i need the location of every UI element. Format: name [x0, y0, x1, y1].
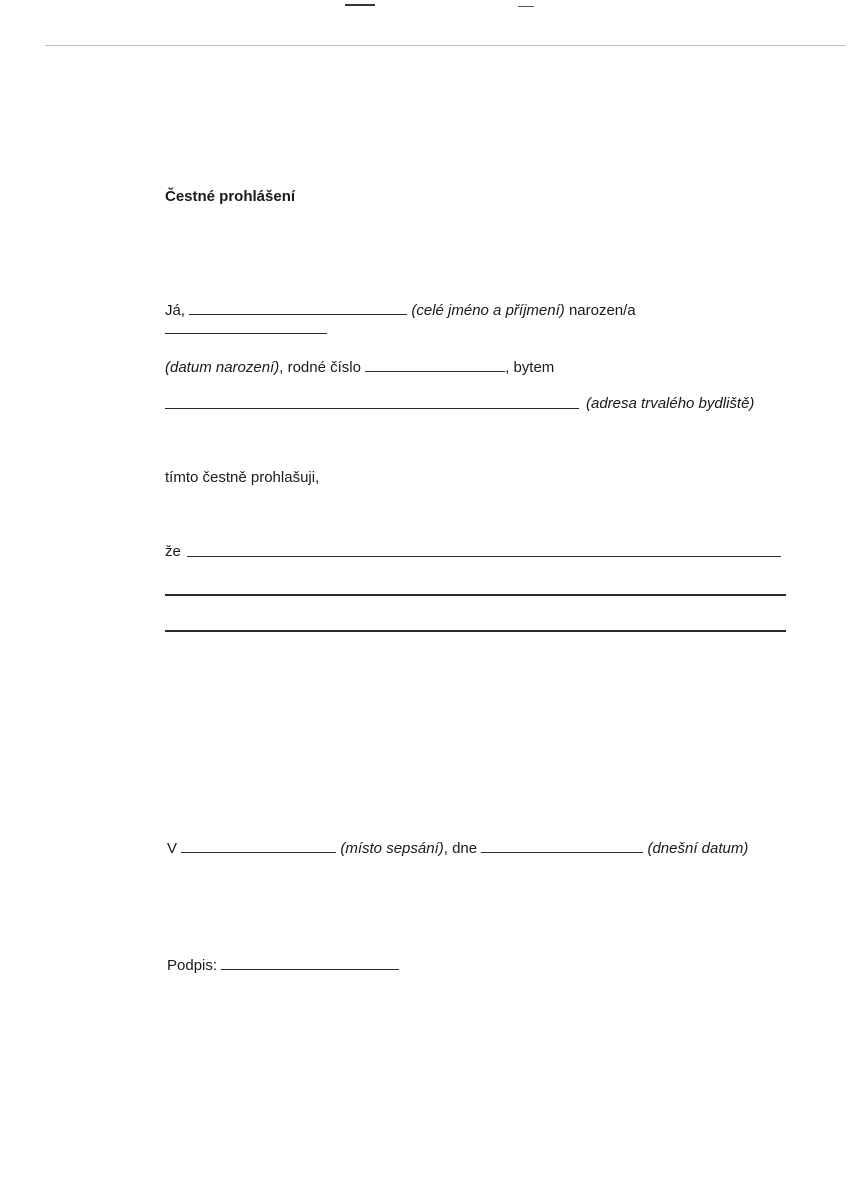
born-label: narozen/a — [568, 302, 636, 319]
name-line — [165, 300, 636, 319]
declaration-field-3[interactable] — [165, 630, 786, 632]
place-field[interactable] — [181, 838, 336, 853]
place-date-line — [167, 838, 748, 857]
ja-label: Já, — [165, 302, 186, 319]
signature-line — [167, 955, 399, 974]
signature-label: Podpis: — [167, 957, 218, 974]
date-hint: (dnešní datum) — [647, 840, 749, 857]
that-label: že — [165, 543, 181, 560]
declaration-field-1[interactable] — [187, 556, 781, 557]
full-name-hint: (celé jméno a příjmení) — [411, 302, 565, 319]
birth-number-field[interactable] — [365, 357, 505, 372]
declaration-text: tímto čestně prohlašuji, — [165, 469, 320, 486]
birthdate-hint: (datum narození) — [165, 359, 280, 376]
place-label: V — [167, 840, 178, 857]
declaration-field-2[interactable] — [165, 594, 786, 596]
full-name-field[interactable] — [189, 300, 407, 315]
residence-label: , bytem — [505, 359, 555, 376]
document-title: Čestné prohlášení — [165, 188, 296, 205]
signature-field[interactable] — [221, 955, 399, 970]
place-hint: (místo sepsání) — [340, 840, 444, 857]
birthdate-field[interactable] — [165, 333, 327, 334]
address-field[interactable] — [165, 408, 579, 409]
birth-id-line — [165, 357, 554, 376]
date-field[interactable] — [481, 838, 643, 853]
scan-artifact-top-1 — [345, 4, 375, 6]
birth-number-label: , rodné číslo — [279, 359, 361, 376]
scan-artifact-rule — [45, 45, 845, 46]
scan-artifact-top-2 — [518, 6, 534, 7]
address-hint: (adresa trvalého bydliště) — [586, 395, 755, 412]
date-label: , dne — [443, 840, 478, 857]
